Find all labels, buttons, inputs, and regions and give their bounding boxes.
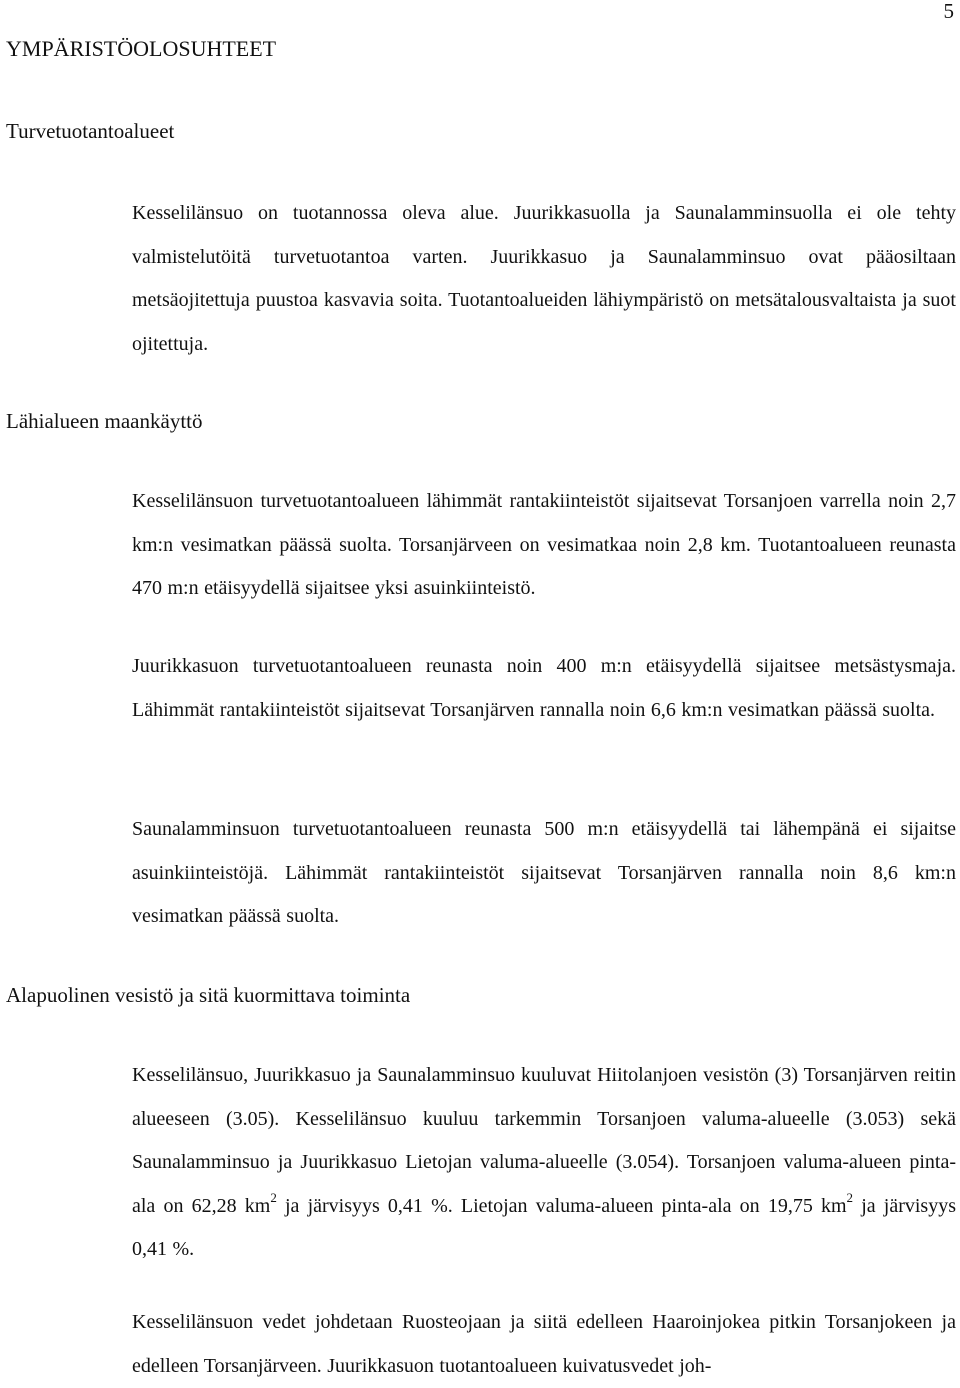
superscript-2: 2 xyxy=(846,1190,854,1206)
paragraph-land-use-kesselilansuo: Kesselilänsuon turvetuotantoalueen lähimmät rantakiinteistöt sijaitsevat Torsanjoen varrella noin 2,7 km:n vesimatkan päässä suolta. Torsanjärveen on vesimatkaa noin 2,8 km. Tuotantoalueen reunasta 470 m:n etäisyydellä sijaitsee yksi asuinkiinteistö. xyxy=(132,490,956,600)
page-number: 5 xyxy=(943,0,954,23)
paragraph-land-use-saunalamminsuo: Saunalamminsuon turvetuotantoalueen reunasta 500 m:n etäisyydellä tai lähempänä ei sijaitse asuinkiinteistöjä. Lähimmät rantakiinteistöt sijaitsevat Torsanjärven rannalla noin 8,6 km:n vesimatkan päässä suolta. xyxy=(132,818,956,928)
chapter-heading: YMPÄRISTÖOLOSUHTEET xyxy=(6,36,277,61)
paragraph-peat-areas: Kesselilänsuo on tuotannossa oleva alue. Juurikkasuolla ja Saunalamminsuolla ei ole tehty valmistelutöitä turvetuotantoa varten. Juurikkasuo ja Saunalamminsuo ovat pääosiltaan metsäojitettuja puustoa kasvavia soita. Tuotantoalueiden lähiympäristö on metsätalousvaltaista ja suot ojitettuja. xyxy=(132,202,956,355)
paragraph-drainage: Kesselilänsuon vedet johdetaan Ruosteojaan ja siitä edelleen Haaroinjokea pitkin Torsanjokeen ja edelleen Torsanjärveen. Juurikkasuon tuotantoalueen kuivatusvedet joh- xyxy=(132,1311,956,1377)
paragraph-land-use-juurikkasuo: Juurikkasuon turvetuotantoalueen reunasta noin 400 m:n etäisyydellä sijaitsee metsästysmaja. Lähimmät rantakiinteistöt sijaitsevat Torsanjärven rannalla noin 6,6 km:n vesimatkan päässä suolta. xyxy=(132,655,956,721)
catchment-text-b: ja järvisyys 0,41 %. Lietojan valuma-alueen pinta-ala on 19,75 km xyxy=(276,1194,847,1217)
section-heading-land-use: Lähialueen maankäyttö xyxy=(6,409,203,433)
catchment-text-a: Kesselilänsuo, Juurikkasuo ja Saunalamminsuo kuuluvat Hiitolanjoen vesistön (3) Torsanjärven reitin alueeseen (3.05). Kesselilänsuo kuuluu tarkemmin Torsanjoen valuma-alueelle (3.053) sekä Saunalamminsuo ja Juurikkasuo Lietojan valuma-alueelle (3.054). Torsanjoen valuma-alueen pinta-ala on 62,28 km xyxy=(132,1064,956,1217)
section-heading-peat-production-areas: Turvetuotantoalueet xyxy=(6,119,175,143)
superscript-2: 2 xyxy=(270,1190,277,1206)
catchment-text-c: ja järvisyys 0,41 %. xyxy=(132,1194,957,1261)
section-heading-downstream-waters: Alapuolinen vesistö ja sitä kuormittava toiminta xyxy=(6,983,411,1007)
paragraph-catchment-areas xyxy=(132,1054,956,1272)
